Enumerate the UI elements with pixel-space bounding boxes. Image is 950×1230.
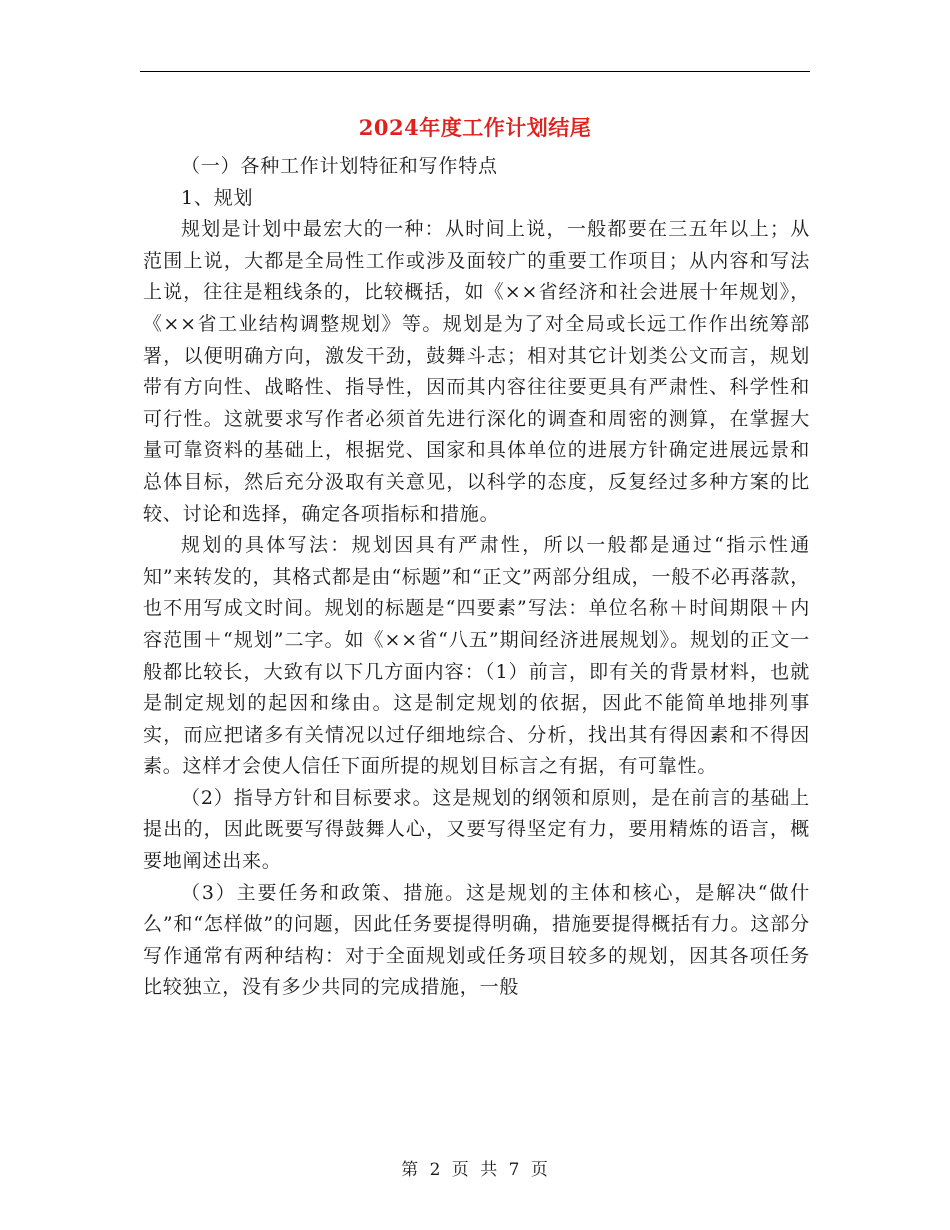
- header-rule: [140, 71, 810, 72]
- body-paragraph: （2）指导方针和目标要求。这是规划的纲领和原则，是在前言的基础上提出的，因此既要写得鼓舞人心，又要写得坚定有力，要用精炼的语言，概要地阐述出来。: [143, 786, 810, 873]
- document-title: 2024年度工作计划结尾: [358, 115, 592, 140]
- section-heading: （一）各种工作计划特征和写作特点: [181, 155, 498, 177]
- page-footer: 第 2 页 共 7 页: [401, 1160, 549, 1180]
- body-paragraph: 规划是计划中最宏大的一种：从时间上说，一般都要在三五年以上；从范围上说，大都是全局性工作或涉及面较广的重要工作项目；从内容和写法上说，往往是粗线条的，比较概括，如《××省经济和社会进展十年规划》，《××省工业结构调整规划》等。规划是为了对全局或长远工作作出统筹部署，以便明确方向，激发干劲，鼓舞斗志；相对其它计划类公文而言，规划带有方向性、战略性、指导性，因而其内容往往要更具有严肃性、科学性和可行性。这就要求写作者必须首先进行深化的调查和周密的测算，在掌握大量可靠资料的基础上，根据党、国家和具体单位的进展方针确定进展远景和总体目标，然后充分汲取有关意见，以科学的态度，反复经过多种方案的比较、讨论和选择，确定各项指标和措施。: [143, 218, 810, 525]
- subsection-heading: 1、规划: [181, 186, 254, 209]
- body-paragraph: （3）主要任务和政策、措施。这是规划的主体和核心，是解决“做什么”和“怎样做”的问题，因此任务要提得明确，措施要提得概括有力。这部分写作通常有两种结构：对于全面规划或任务项目较多的规划，因其各项任务比较独立，没有多少共同的完成措施，一般: [143, 881, 810, 999]
- body-paragraph: 规划的具体写法：规划因具有严肃性，所以一般都是通过“指示性通知”来转发的，其格式都是由“标题”和“正文”两部分组成，一般不必再落款，也不用写成文时间。规划的标题是“四要素”写法：单位名称＋时间期限＋内容范围＋“规划”二字。如《××省“八五”期间经济进展规划》。规划的正文一般都比较长，大致有以下几方面内容：（1）前言，即有关的背景材料，也就是制定规划的起因和缘由。这是制定规划的依据，因此不能简单地排列事实，而应把诸多有关情况以过仔细地综合、分析，找出其有得因素和不得因素。这样才会使人信任下面所提的规划目标言之有据，有可靠性。: [143, 534, 810, 778]
- document-body: [143, 151, 810, 1004]
